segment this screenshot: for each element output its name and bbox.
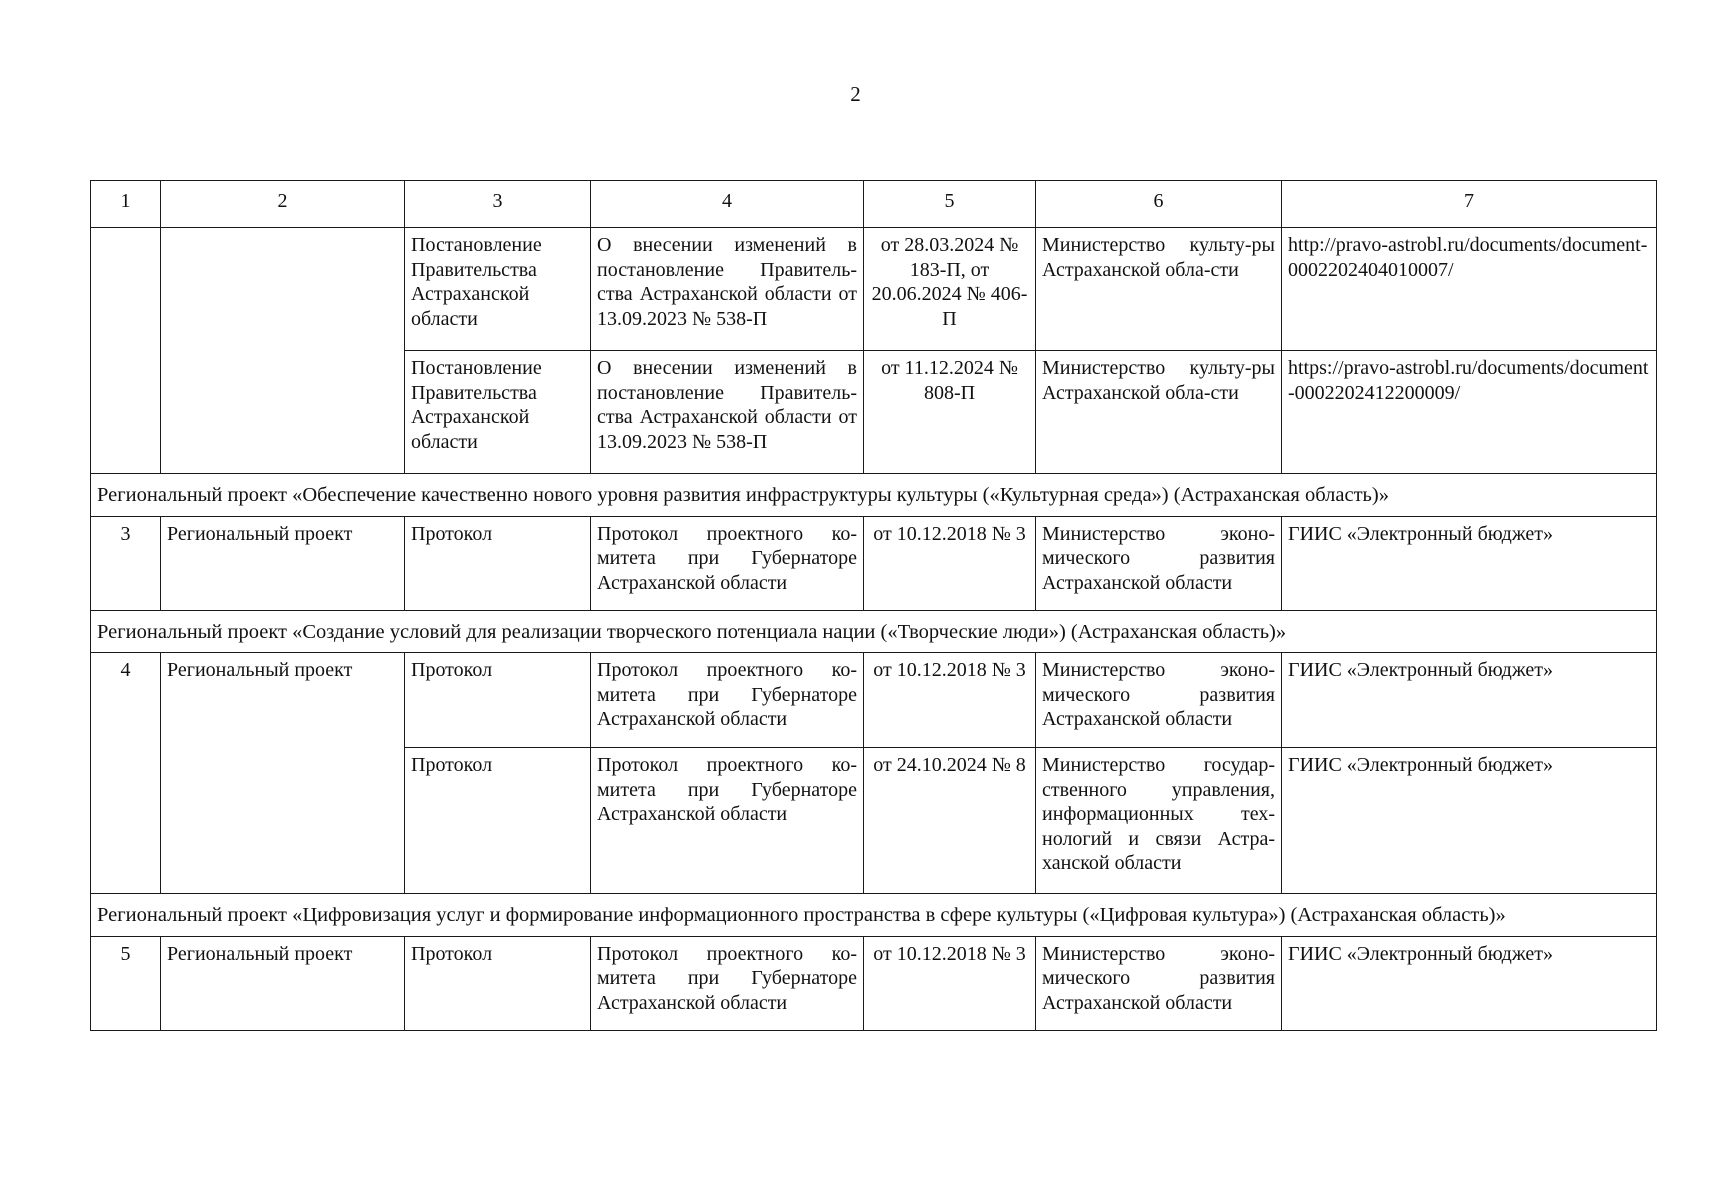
document-kind: Постановление Правительства Астраханской области <box>405 228 591 351</box>
document-source: http://pravo-astrobl.ru/documents/document-0002202404010007/ <box>1282 228 1657 351</box>
responsible-agency: Министерство государ-ственного управления, информационных тех-нологий и связи Астра-ханской области <box>1036 748 1282 894</box>
document-date: от 24.10.2024 № 8 <box>864 748 1036 894</box>
document-title: Протокол проектного ко-митета при Губернаторе Астраханской области <box>591 653 864 748</box>
document-date: от 11.12.2024 № 808-П <box>864 351 1036 474</box>
project-type: Региональный проект <box>161 936 405 1030</box>
table-row <box>91 516 1657 610</box>
column-number-row <box>91 181 1657 228</box>
column-number: 4 <box>591 181 864 228</box>
section-header-row <box>91 610 1657 653</box>
section-title: Региональный проект «Цифровизация услуг и формирование информационного пространства в сфере культуры («Цифровая культура») (Астраханская область)» <box>91 894 1657 937</box>
table-row <box>91 936 1657 1030</box>
table-row <box>91 653 1657 748</box>
document-title: Протокол проектного ко-митета при Губернаторе Астраханской области <box>591 748 864 894</box>
document-source: ГИИС «Электронный бюджет» <box>1282 516 1657 610</box>
document-date: от 28.03.2024 № 183-П, от 20.06.2024 № 406-П <box>864 228 1036 351</box>
document-source: ГИИС «Электронный бюджет» <box>1282 936 1657 1030</box>
document-date: от 10.12.2018 № 3 <box>864 936 1036 1030</box>
column-number: 3 <box>405 181 591 228</box>
project-type: Региональный проект <box>161 653 405 894</box>
legal-acts-table <box>90 180 1657 1031</box>
document-title: Протокол проектного ко-митета при Губернаторе Астраханской области <box>591 936 864 1030</box>
document-title: Протокол проектного ко-митета при Губернаторе Астраханской области <box>591 516 864 610</box>
section-header-row <box>91 474 1657 517</box>
document-source: ГИИС «Электронный бюджет» <box>1282 653 1657 748</box>
project-type: Региональный проект <box>161 516 405 610</box>
document-title: О внесении изменений в постановление Правитель-ства Астраханской области от 13.09.2023 № 538-П <box>591 228 864 351</box>
document-kind: Протокол <box>405 653 591 748</box>
document-title: О внесении изменений в постановление Правитель-ства Астраханской области от 13.09.2023 № 538-П <box>591 351 864 474</box>
responsible-agency: Министерство эконо-мического развития Астраханской области <box>1036 653 1282 748</box>
responsible-agency: Министерство эконо-мического развития Астраханской области <box>1036 516 1282 610</box>
responsible-agency: Министерство эконо-мического развития Астраханской области <box>1036 936 1282 1030</box>
section-title: Региональный проект «Создание условий для реализации творческого потенциала нации («Творческие люди») (Астраханская область)» <box>91 610 1657 653</box>
section-title: Региональный проект «Обеспечение качественно нового уровня развития инфраструктуры культуры («Культурная среда») (Астраханская область)» <box>91 474 1657 517</box>
row-number: 4 <box>91 653 161 894</box>
responsible-agency: Министерство культу-ры Астраханской обла-сти <box>1036 351 1282 474</box>
document-kind: Протокол <box>405 516 591 610</box>
document-kind: Протокол <box>405 748 591 894</box>
table-row <box>91 228 1657 351</box>
column-number: 6 <box>1036 181 1282 228</box>
row-number: 5 <box>91 936 161 1030</box>
row-number: 3 <box>91 516 161 610</box>
document-source: ГИИС «Электронный бюджет» <box>1282 748 1657 894</box>
row-number <box>91 228 161 474</box>
column-number: 5 <box>864 181 1036 228</box>
document-date: от 10.12.2018 № 3 <box>864 516 1036 610</box>
document-kind: Протокол <box>405 936 591 1030</box>
column-number: 1 <box>91 181 161 228</box>
section-header-row <box>91 894 1657 937</box>
document-source: https://pravo-astrobl.ru/documents/document-0002202412200009/ <box>1282 351 1657 474</box>
page-number: 2 <box>850 82 861 106</box>
column-number: 2 <box>161 181 405 228</box>
project-type <box>161 228 405 474</box>
column-number: 7 <box>1282 181 1657 228</box>
document-date: от 10.12.2018 № 3 <box>864 653 1036 748</box>
document-kind: Постановление Правительства Астраханской области <box>405 351 591 474</box>
responsible-agency: Министерство культу-ры Астраханской обла-сти <box>1036 228 1282 351</box>
